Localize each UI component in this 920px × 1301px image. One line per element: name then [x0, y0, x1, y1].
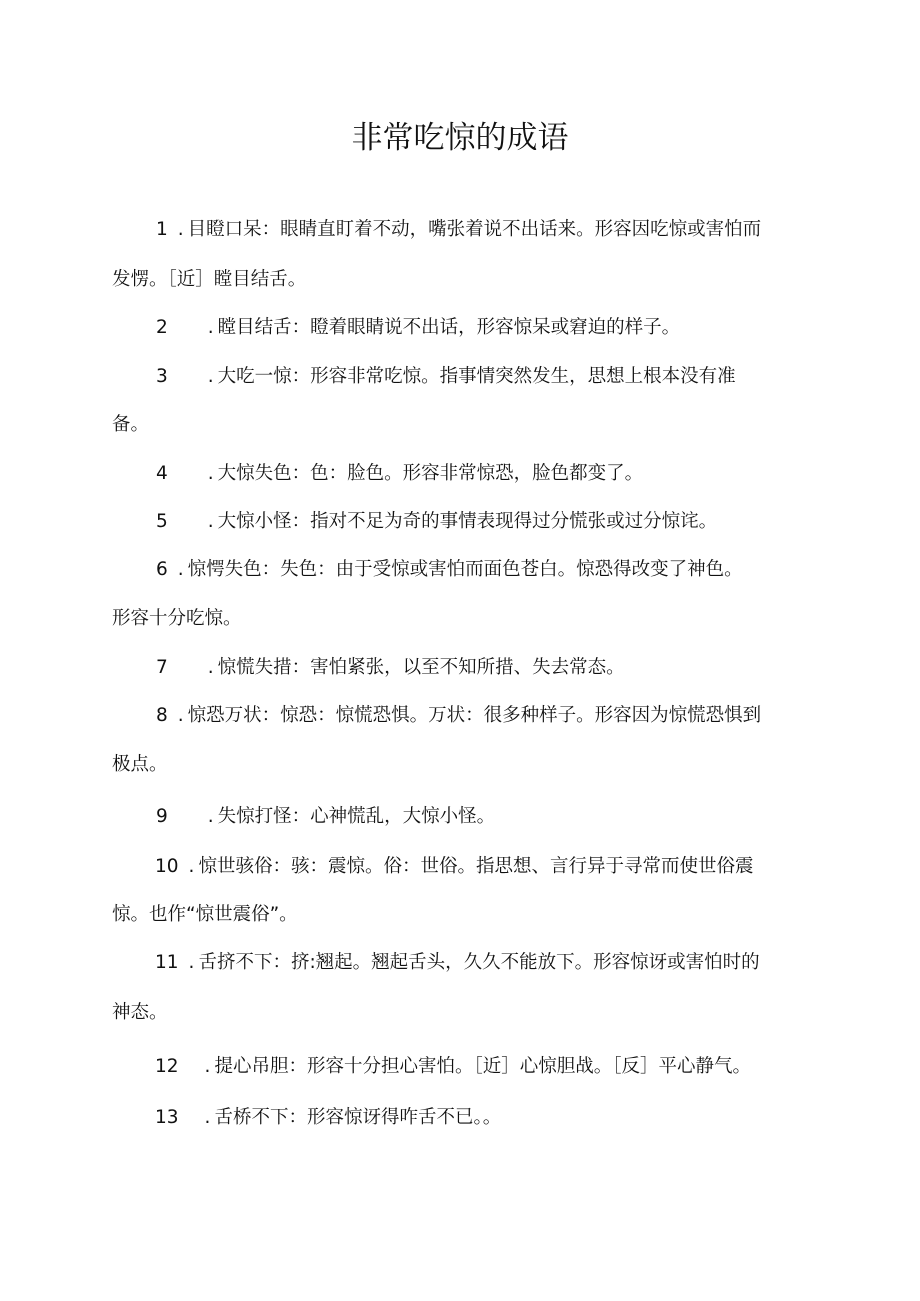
entry-text: 失惊打怪：心神慌乱，大惊小怪。 — [217, 806, 496, 827]
entry-continuation-line — [112, 606, 242, 632]
entry-first-line — [156, 315, 680, 341]
entry-text: 惊。也作“惊世震俗”。 — [112, 904, 298, 925]
document-title: 非常吃惊的成语 — [351, 120, 569, 156]
entry-number: 3 — [156, 366, 168, 387]
entry-first-line — [156, 509, 717, 535]
entry-separator: . — [207, 366, 214, 387]
entry-separator: . — [177, 705, 184, 726]
entry-separator: . — [207, 463, 214, 484]
entry-first-line — [155, 1054, 751, 1080]
entry-continuation-line — [112, 412, 149, 438]
entry-first-line — [156, 655, 625, 681]
entry-first-line — [155, 1105, 501, 1131]
entry-continuation-line — [112, 752, 168, 778]
entry-text: 目瞪口呆：眼睛直盯着不动，嘴张着说不出话来。形容因吃惊或害怕而 — [187, 219, 762, 240]
entry-text: 惊慌失措：害怕紧张，以至不知所措、失去常态。 — [217, 657, 625, 678]
entry-text: 舌挤不下：挤:翘起。翘起舌头，久久不能放下。形容惊讶或害怕时的 — [198, 952, 760, 973]
entry-separator: . — [188, 952, 195, 973]
entry-continuation-line — [112, 902, 298, 928]
entry-number: 4 — [156, 463, 168, 484]
entry-first-line — [155, 854, 753, 880]
entry-separator: . — [207, 511, 214, 532]
entry-separator: . — [207, 657, 214, 678]
entry-text: 形容十分吃惊。 — [112, 608, 242, 629]
entry-number: 10 — [155, 856, 179, 877]
entry-number: 13 — [155, 1107, 179, 1128]
entry-separator: . — [204, 1107, 211, 1128]
entry-number: 6 — [156, 559, 168, 580]
entry-number: 7 — [156, 657, 168, 678]
entry-first-line — [156, 364, 736, 390]
entry-separator: . — [204, 1056, 211, 1077]
entry-separator: . — [207, 806, 214, 827]
entry-first-line — [156, 703, 761, 729]
entry-text: 大吃一惊：形容非常吃惊。指事情突然发生，思想上根本没有准 — [217, 366, 736, 387]
entry-separator: . — [207, 317, 214, 338]
entry-number: 2 — [156, 317, 168, 338]
entry-text: 备。 — [112, 414, 150, 435]
entry-first-line — [156, 804, 495, 830]
entry-separator: . — [177, 559, 184, 580]
entry-number: 9 — [156, 806, 168, 827]
entry-separator: . — [177, 219, 184, 240]
entry-text: 提心吊胆：形容十分担心害怕。［近］心惊胆战。［反］平心静气。 — [214, 1056, 751, 1077]
entry-number: 12 — [155, 1056, 179, 1077]
entry-number: 1 — [156, 219, 168, 240]
entry-first-line — [156, 217, 761, 243]
entry-text: 惊世骇俗：骇：震惊。俗：世俗。指思想、言行异于寻常而使世俗震 — [198, 856, 754, 877]
entry-text: 惊恐万状：惊恐：惊慌恐惧。万状：很多种样子。形容因为惊慌恐惧到 — [187, 705, 762, 726]
entry-continuation-line — [112, 267, 306, 293]
entry-text: 惊愕失色：失色：由于受惊或害怕而面色苍白。惊恐得改变了神色。 — [187, 559, 743, 580]
entry-text: 极点。 — [112, 754, 168, 775]
entry-first-line — [155, 950, 760, 976]
entry-first-line — [156, 461, 643, 487]
entry-text: 发愣。［近］瞠目结舌。 — [112, 269, 307, 290]
entry-text: 大惊小怪：指对不足为奇的事情表现得过分慌张或过分惊诧。 — [217, 511, 718, 532]
entry-text: 大惊失色：色：脸色。形容非常惊恐，脸色都变了。 — [217, 463, 644, 484]
entry-number: 11 — [155, 952, 179, 973]
entry-separator: . — [188, 856, 195, 877]
entry-number: 5 — [156, 511, 168, 532]
entry-text: 神态。 — [112, 1002, 168, 1023]
entry-continuation-line — [112, 1000, 168, 1026]
entry-number: 8 — [156, 705, 168, 726]
entry-text: 瞠目结舌：瞪着眼睛说不出话，形容惊呆或窘迫的样子。 — [217, 317, 681, 338]
entry-first-line — [156, 557, 743, 583]
entry-text: 舌桥不下：形容惊讶得咋舌不已。。 — [214, 1107, 502, 1128]
